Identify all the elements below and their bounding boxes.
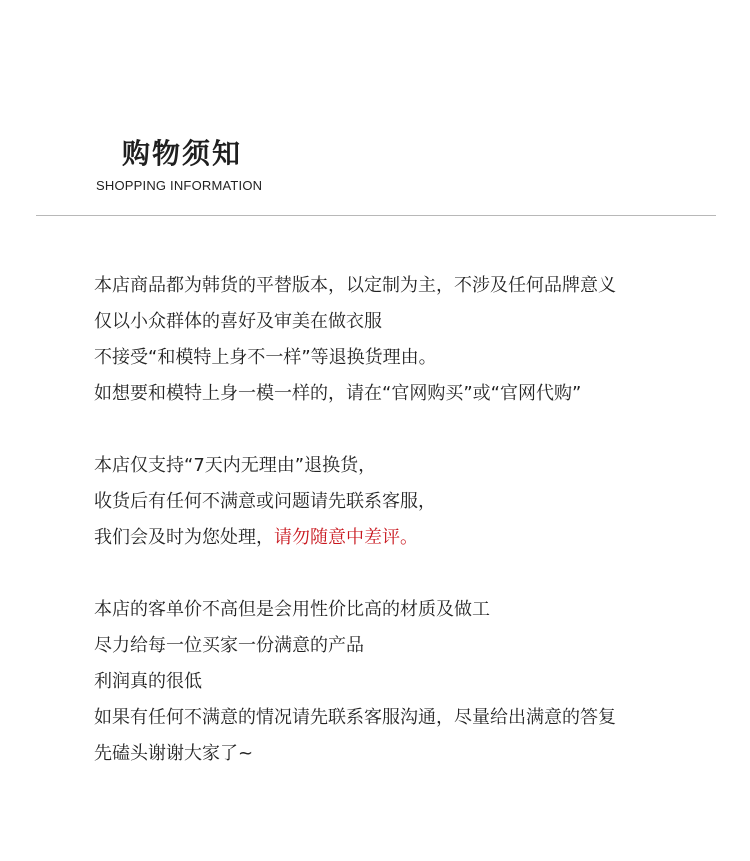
notice-section-product-policy	[94, 268, 714, 412]
page-title: 购物须知	[122, 137, 243, 170]
header-divider	[36, 215, 716, 216]
page-subtitle: SHOPPING INFORMATION	[96, 178, 263, 193]
notice-section-pricing	[94, 592, 714, 772]
notice-line: 本店商品都为韩货的平替版本，以定制为主，不涉及任何品牌意义	[94, 275, 616, 296]
notice-line: 先磕头谢谢大家了~	[94, 743, 254, 764]
notice-line: 如果有任何不满意的情况请先联系客服沟通，尽量给出满意的答复	[94, 707, 616, 728]
notice-line: 如想要和模特上身一模一样的，请在“官网购买”或“官网代购”	[94, 383, 582, 404]
notice-line: 不接受“和模特上身不一样”等退换货理由。	[94, 347, 437, 368]
notice-line: 仅以小众群体的喜好及审美在做衣服	[94, 311, 382, 332]
notice-text: 我们会及时为您处理，	[94, 527, 274, 548]
notice-line: 本店仅支持“7天内无理由”退换货，	[94, 455, 377, 476]
notice-line: 尽力给每一位买家一份满意的产品	[94, 635, 364, 656]
notice-line: 收货后有任何不满意或问题请先联系客服，	[94, 491, 436, 512]
notice-line: 利润真的很低	[94, 671, 202, 692]
notice-line: 本店的客单价不高但是会用性价比高的材质及做工	[94, 599, 490, 620]
warning-text: 请勿随意中差评。	[274, 527, 418, 548]
notice-body	[94, 268, 714, 808]
notice-section-return-policy	[94, 448, 714, 556]
notice-line-mixed	[94, 520, 714, 556]
